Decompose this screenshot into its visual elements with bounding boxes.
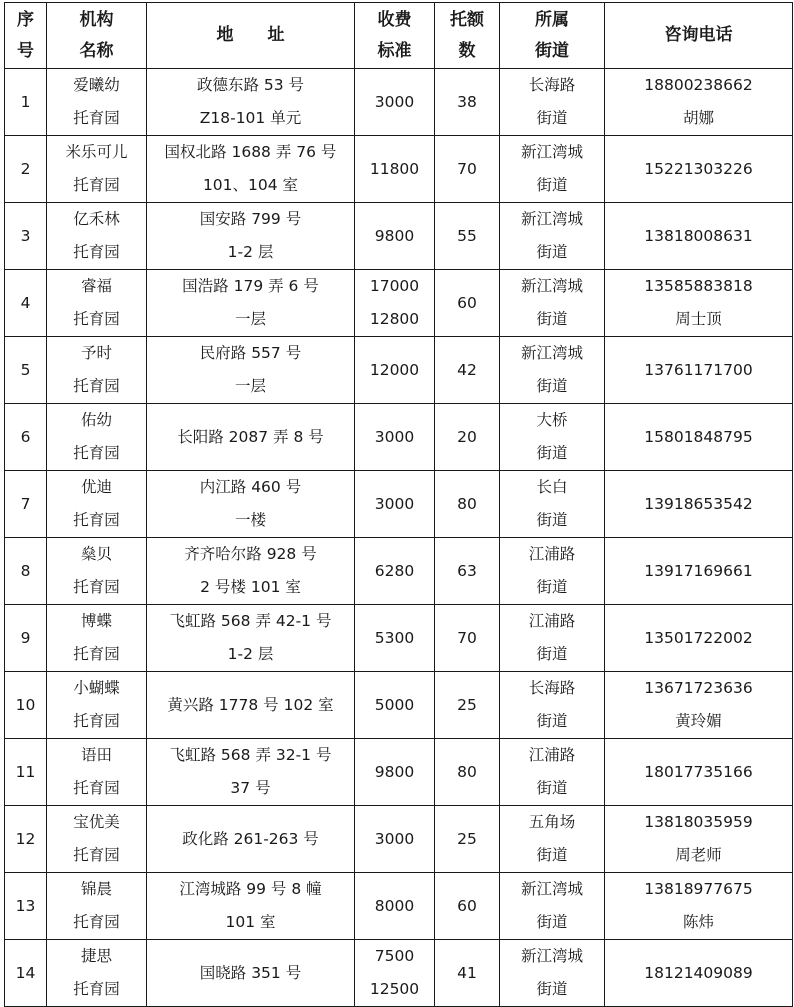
cell-line: 佑幼 [80,411,112,429]
cell-quota: 20 [435,404,500,471]
cell-line: 黄玲媚 [675,712,722,730]
cell-line: 13917169661 [644,561,753,580]
cell-line: 街道 [536,645,568,663]
cell-line: 五角场 [528,813,576,831]
cell-line: 街道 [535,40,569,61]
cell-institution-name [47,404,147,471]
cell-street [500,69,605,136]
cell-line: 一楼 [234,511,266,529]
cell-line: 爱曦幼 [73,76,120,94]
cell-phone [605,672,793,739]
cell-line: 周老师 [675,846,722,864]
cell-index: 3 [5,203,47,270]
cell-institution-name [47,69,147,136]
cell-line: 予时 [80,344,112,362]
cell-line: 捷思 [80,947,112,965]
cell-institution-name [47,672,147,739]
cell-quota: 80 [435,471,500,538]
cell-fee [355,136,435,203]
cell-line: 标准 [377,40,412,61]
table-row [5,404,793,471]
cell-address [147,739,355,806]
cell-index: 12 [5,806,47,873]
cell-line: Z18-101 单元 [199,109,302,127]
cell-line: 街道 [536,913,568,931]
cell-line: 5000 [374,695,415,714]
childcare-institutions-table [4,2,793,1007]
cell-line: 博蝶 [80,612,112,630]
table-row [5,739,793,806]
cell-line: 街道 [536,243,568,261]
cell-line: 名称 [79,40,114,61]
cell-line: 长海路 [528,76,576,94]
cell-index: 6 [5,404,47,471]
cell-line: 江浦路 [528,612,576,630]
table-row [5,203,793,270]
cell-line: 陈炜 [682,913,714,931]
header-index [5,3,47,69]
cell-line: 政化路 261-263 号 [182,829,319,848]
cell-line: 新江湾城 [520,344,583,362]
cell-line: 江湾城路 99 号 8 幢 [179,880,322,898]
table-row [5,538,793,605]
cell-line: 小蝴蝶 [73,679,120,697]
cell-line: 托育园 [73,578,120,596]
cell-address [147,605,355,672]
cell-line: 13585883818 [644,277,753,295]
cell-line: 托育园 [73,846,120,864]
cell-line: 一层 [234,310,266,328]
cell-institution-name [47,806,147,873]
cell-index: 5 [5,337,47,404]
cell-line: 托育园 [73,243,120,261]
cell-index: 8 [5,538,47,605]
cell-street [500,806,605,873]
cell-line: 睿福 [80,277,112,295]
cell-line: 18800238662 [644,76,753,94]
cell-institution-name [47,337,147,404]
header-row [5,3,793,69]
cell-phone [605,739,793,806]
cell-address [147,471,355,538]
cell-line: 江浦路 [528,545,576,563]
cell-line: 街道 [536,444,568,462]
cell-address [147,203,355,270]
cell-phone [605,404,793,471]
cell-index: 4 [5,270,47,337]
cell-line: 13818008631 [644,226,753,245]
cell-line: 新江湾城 [520,947,583,965]
cell-line: 国浩路 179 弄 6 号 [182,277,319,295]
cell-fee [355,605,435,672]
cell-line: 13501722002 [644,628,753,647]
header-address [147,3,355,69]
cell-line: 18017735166 [644,762,753,781]
cell-line: 托育园 [73,712,120,730]
cell-fee [355,69,435,136]
cell-line: 3000 [374,427,415,446]
cell-quota: 60 [435,873,500,940]
cell-line: 胡娜 [682,109,714,127]
cell-street [500,739,605,806]
cell-institution-name [47,136,147,203]
cell-line: 11800 [369,159,420,178]
cell-fee [355,940,435,1007]
header-phone [605,3,793,69]
cell-address [147,136,355,203]
cell-quota: 38 [435,69,500,136]
table-row [5,270,793,337]
cell-fee [355,471,435,538]
table-row [5,873,793,940]
cell-line: 街道 [536,779,568,797]
cell-street [500,605,605,672]
cell-address [147,806,355,873]
cell-line: 18121409089 [644,963,753,982]
cell-quota: 55 [435,203,500,270]
cell-line: 13818035959 [644,813,753,831]
cell-line: 国晓路 351 号 [199,963,302,982]
cell-line: 黄兴路 1778 号 102 室 [167,695,334,714]
cell-fee [355,270,435,337]
cell-institution-name [47,471,147,538]
cell-line: 长阳路 2087 弄 8 号 [177,427,324,446]
cell-phone [605,203,793,270]
cell-phone [605,873,793,940]
cell-line: 号 [17,40,34,61]
cell-line: 托育园 [73,109,120,127]
cell-line: 机构 [79,9,114,30]
cell-quota: 60 [435,270,500,337]
cell-line: 国安路 799 号 [199,210,302,228]
cell-line: 齐齐哈尔路 928 号 [184,545,317,563]
cell-line: 101 室 [225,913,276,931]
cell-quota: 25 [435,806,500,873]
cell-street [500,404,605,471]
cell-fee [355,806,435,873]
cell-line: 13671723636 [644,679,753,697]
cell-line: 政德东路 53 号 [196,76,305,94]
cell-line: 3000 [374,829,415,848]
cell-line: 周士顶 [675,310,722,328]
cell-phone [605,337,793,404]
cell-address [147,873,355,940]
cell-phone [605,940,793,1007]
cell-line: 大桥 [536,411,568,429]
table-row [5,136,793,203]
cell-address [147,270,355,337]
cell-line: 内江路 460 号 [199,478,302,496]
cell-line: 2 号楼 101 室 [200,578,301,596]
cell-line: 优迪 [80,478,112,496]
cell-fee [355,538,435,605]
cell-address [147,69,355,136]
cell-street [500,873,605,940]
cell-line: 12800 [369,310,420,328]
cell-line: 17000 [369,277,420,295]
cell-line: 锦晨 [80,880,112,898]
cell-line: 国权北路 1688 弄 76 号 [164,143,337,161]
cell-line: 街道 [536,310,568,328]
cell-street [500,940,605,1007]
cell-fee [355,672,435,739]
cell-line: 托育园 [73,176,120,194]
cell-institution-name [47,538,147,605]
cell-line: 13918653542 [644,494,753,513]
cell-quota: 80 [435,739,500,806]
cell-line: 9800 [374,226,415,245]
cell-fee [355,739,435,806]
cell-line: 街道 [536,109,568,127]
cell-quota: 42 [435,337,500,404]
cell-line: 新江湾城 [520,880,583,898]
cell-line: 街道 [536,578,568,596]
cell-line: 托育园 [73,444,120,462]
cell-institution-name [47,270,147,337]
cell-line: 6280 [374,561,415,580]
table-row [5,940,793,1007]
cell-line: 37 号 [230,779,271,797]
cell-line: 街道 [536,980,568,998]
cell-institution-name [47,940,147,1007]
cell-line: 13761171700 [644,360,753,379]
cell-line: 宝优美 [73,813,120,831]
cell-address [147,404,355,471]
header-street [500,3,605,69]
cell-institution-name [47,739,147,806]
cell-quota: 41 [435,940,500,1007]
table-body [5,69,793,1007]
cell-institution-name [47,203,147,270]
cell-index: 11 [5,739,47,806]
cell-line: 13818977675 [644,880,753,898]
cell-line: 托育园 [73,913,120,931]
cell-line: 街道 [536,377,568,395]
cell-line: 托育园 [73,779,120,797]
cell-line: 民府路 557 号 [199,344,302,362]
cell-line: 托育园 [73,645,120,663]
cell-line: 新江湾城 [520,210,583,228]
cell-street [500,203,605,270]
cell-line: 一层 [234,377,266,395]
cell-address [147,672,355,739]
cell-line: 托额 [450,9,484,30]
header-quota [435,3,500,69]
cell-line: 101、104 室 [202,176,299,194]
table-row [5,806,793,873]
cell-line: 15801848795 [644,427,753,446]
cell-quota: 25 [435,672,500,739]
cell-line: 飞虹路 568 弄 42-1 号 [169,612,332,630]
cell-line: 3000 [374,92,415,111]
cell-line: 12500 [369,980,420,998]
cell-line: 长海路 [528,679,576,697]
table-row [5,69,793,136]
cell-phone [605,538,793,605]
cell-line: 数 [458,40,476,61]
cell-line: 7500 [374,947,415,965]
cell-line: 1-2 层 [227,645,274,663]
header-name [47,3,147,69]
cell-quota: 70 [435,136,500,203]
cell-line: 长白 [536,478,568,496]
cell-line: 米乐可儿 [65,143,128,161]
cell-line: 新江湾城 [520,277,583,295]
cell-index: 1 [5,69,47,136]
cell-quota: 70 [435,605,500,672]
cell-index: 14 [5,940,47,1007]
table-row [5,471,793,538]
table-row [5,605,793,672]
cell-line: 地 址 [216,25,285,45]
cell-line: 9800 [374,762,415,781]
cell-phone [605,136,793,203]
cell-phone [605,605,793,672]
cell-line: 街道 [536,712,568,730]
cell-line: 5300 [374,628,415,647]
cell-line: 收费 [377,9,412,30]
cell-street [500,471,605,538]
cell-fee [355,203,435,270]
cell-line: 托育园 [73,377,120,395]
cell-fee [355,404,435,471]
table-row [5,337,793,404]
cell-street [500,136,605,203]
cell-index: 10 [5,672,47,739]
cell-line: 语田 [80,746,112,764]
cell-line: 12000 [369,360,420,379]
cell-line: 街道 [536,511,568,529]
cell-line: 新江湾城 [520,143,583,161]
cell-phone [605,806,793,873]
cell-line: 亿禾林 [73,210,120,228]
cell-line: 江浦路 [528,746,576,764]
cell-address [147,337,355,404]
cell-index: 13 [5,873,47,940]
cell-line: 托育园 [73,310,120,328]
cell-street [500,337,605,404]
cell-phone [605,69,793,136]
cell-line: 3000 [374,494,415,513]
cell-line: 街道 [536,846,568,864]
cell-line: 15221303226 [644,159,753,178]
cell-street [500,538,605,605]
cell-line: 咨询电话 [664,25,733,45]
cell-line: 街道 [536,176,568,194]
cell-index: 9 [5,605,47,672]
cell-line: 8000 [374,896,415,915]
header-fee [355,3,435,69]
cell-phone [605,270,793,337]
cell-line: 燊贝 [80,545,112,563]
cell-line: 托育园 [73,511,120,529]
cell-quota: 63 [435,538,500,605]
cell-street [500,672,605,739]
table-row [5,672,793,739]
cell-phone [605,471,793,538]
cell-institution-name [47,873,147,940]
cell-address [147,538,355,605]
cell-street [500,270,605,337]
cell-address [147,940,355,1007]
cell-fee [355,337,435,404]
cell-fee [355,873,435,940]
cell-line: 飞虹路 568 弄 32-1 号 [169,746,332,764]
cell-index: 7 [5,471,47,538]
cell-institution-name [47,605,147,672]
cell-line: 所属 [535,9,569,30]
cell-line: 托育园 [73,980,120,998]
cell-line: 1-2 层 [227,243,274,261]
cell-line: 序 [17,9,34,30]
cell-index: 2 [5,136,47,203]
